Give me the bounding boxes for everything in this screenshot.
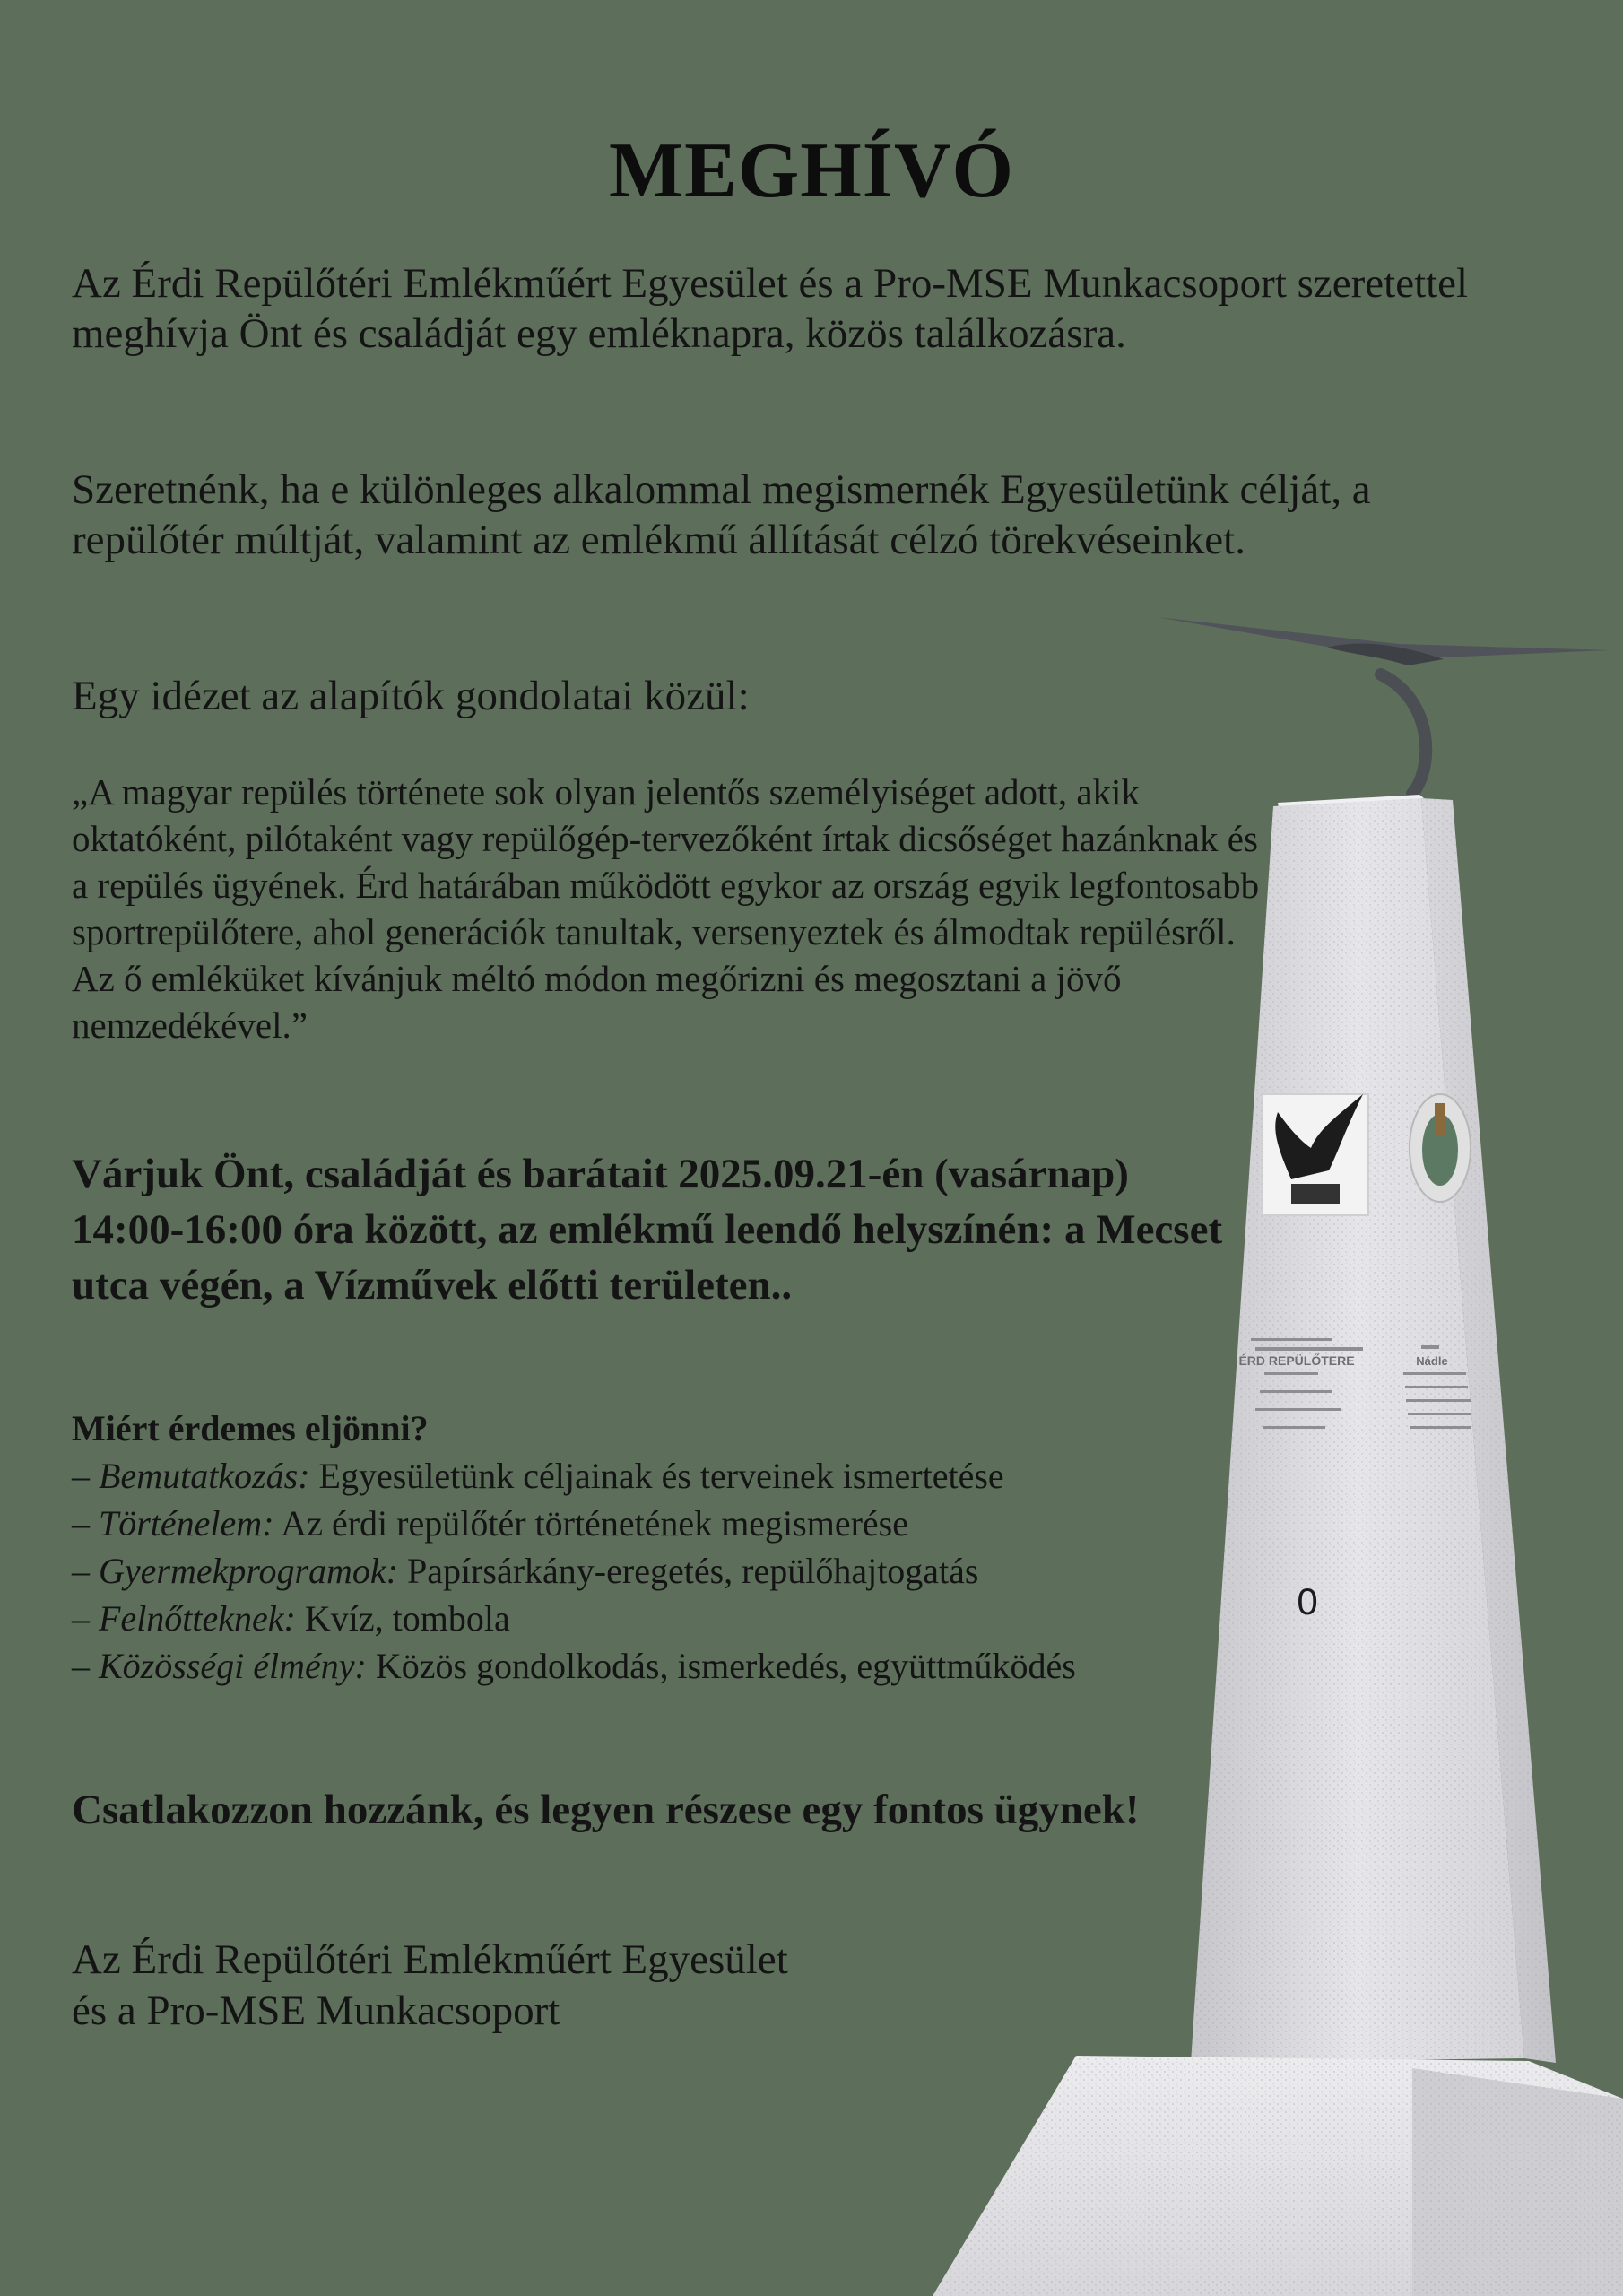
goal-paragraph: Szeretnénk, ha e különleges alkalommal megismernék Egyesületünk célját, a repülőtér múltját, valamint az emlékmű állítását célzó törekvéseinket. — [72, 466, 1371, 563]
why-item-text: Kvíz, tombola — [295, 1598, 510, 1639]
list-dash: – — [72, 1598, 99, 1639]
why-item-text: Az érdi repülőtér történetének megismerése — [273, 1503, 908, 1544]
invitation-title: MEGHÍVÓ — [609, 127, 1014, 214]
quote-intro: Egy idézet az alapítók gondolatai közül: — [72, 673, 750, 719]
glider-sculpture — [1157, 617, 1610, 794]
why-item-label: Közösségi élmény: — [99, 1646, 367, 1686]
why-item-label: Történelem: — [99, 1503, 274, 1544]
why-item-text: Közös gondolkodás, ismerkedés, együttműködés — [366, 1646, 1076, 1686]
why-item-text: Papírsárkány-eregetés, repülőhajtogatás — [397, 1551, 979, 1591]
list-dash: – — [72, 1646, 99, 1686]
list-dash: – — [72, 1503, 99, 1544]
event-details: Várjuk Önt, családját és barátait 2025.09.21-én (vasárnap) 14:00-16:00 óra között, az emlékmű leendő helyszínén: a Mecset utca végén, a Vízművek előtti területen.. — [72, 1151, 1223, 1309]
obelisk — [1191, 795, 1556, 2063]
why-item-label: Bemutatkozás: — [99, 1456, 310, 1496]
turul-plaque — [1263, 1094, 1368, 1215]
why-item-text: Egyesületünk céljainak és terveinek ismertetése — [309, 1456, 1004, 1496]
why-attend-title: Miért érdemes eljönni? — [72, 1408, 429, 1448]
monument-base — [933, 2056, 1623, 2296]
list-dash: – — [72, 1551, 99, 1591]
survey-number: 0 — [1297, 1580, 1318, 1622]
plaque-side-title: Nádle — [1416, 1354, 1448, 1368]
founders-quote: „A magyar repülés története sok olyan jelentős személyiséget adott, akik oktatóként, pilótaként vagy repülőgép-tervezőként írtak dicsőséget hazánknak és a repülés ügyének. Érd határában működött egykor az ország egyik legfontosabb sportrepülőtere, ahol generációk tanultak, versenyeztek és álmodtak repülésről. Az ő emléküket kívánjuk méltó módon megőrizni és megosztani a jövő nemzedékével.” — [72, 771, 1260, 1046]
intro-paragraph: Az Érdi Repülőtéri Emlékműért Egyesület és a Pro-MSE Munkacsoport szeretettel meghívja Önt és családját egy emléknapra, közös találkozásra. — [72, 260, 1469, 357]
list-dash: – — [72, 1456, 99, 1496]
emblem-medallion — [1410, 1094, 1471, 1202]
why-item-label: Gyermekprogramok: — [99, 1551, 398, 1591]
plaque-title: ÉRD REPÜLŐTERE — [1238, 1353, 1355, 1368]
signature-line-1: Az Érdi Repülőtéri Emlékműért Egyesület — [72, 1936, 788, 1983]
monument-illustration — [897, 592, 1623, 2296]
signature-line-2: és a Pro-MSE Munkacsoport — [72, 1987, 560, 2034]
why-item-label: Felnőtteknek: — [99, 1598, 296, 1639]
closing-call: Csatlakozzon hozzánk, és legyen részese egy fontos ügynek! — [72, 1787, 1140, 1833]
